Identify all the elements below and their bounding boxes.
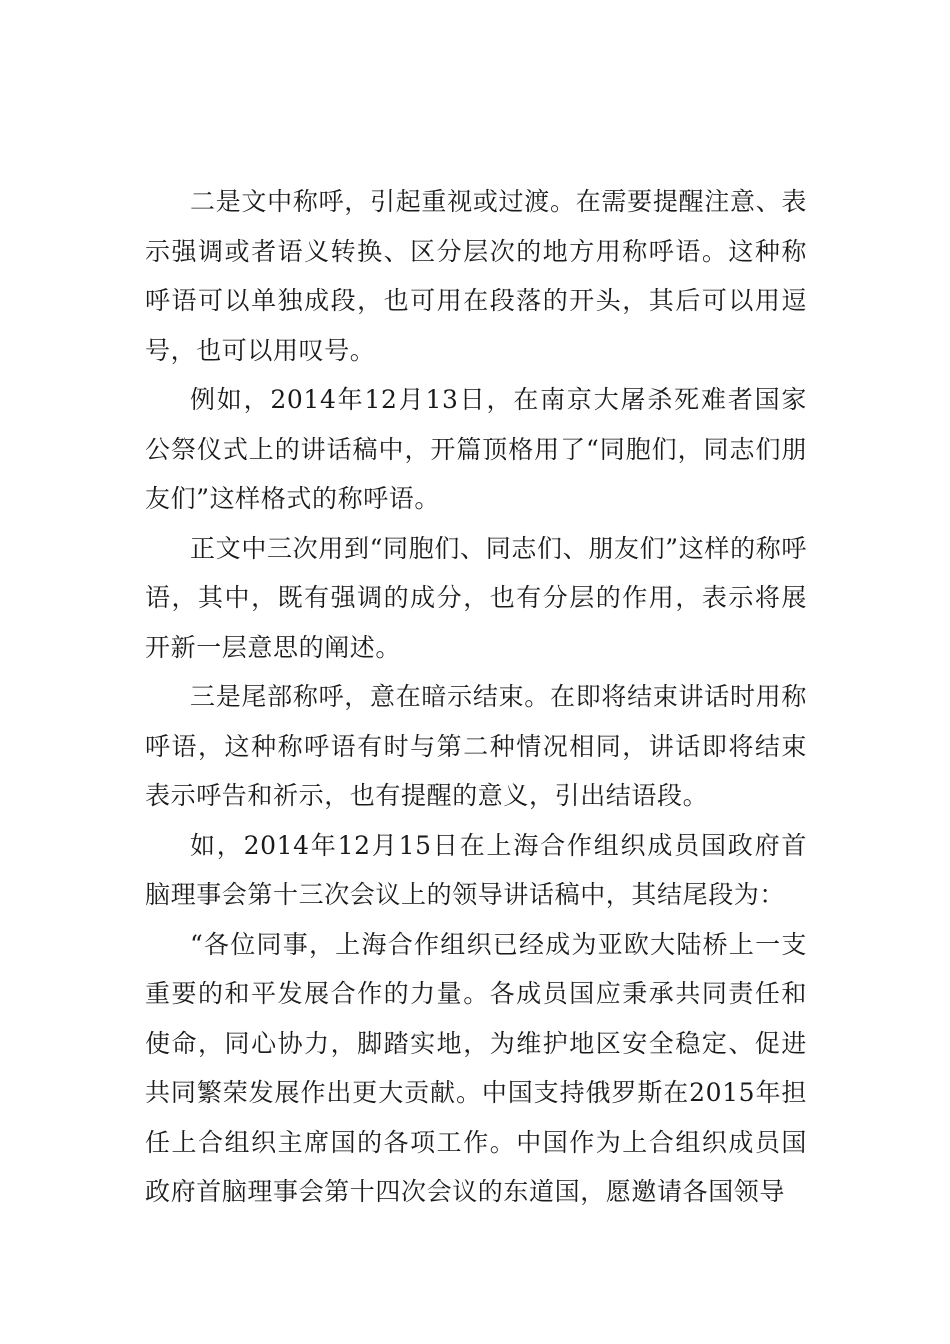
- paragraph-5: 如，2014年12月15日在上海合作组织成员国政府首脑理事会第十三次会议上的领导讲话稿中，其结尾段为：: [145, 830, 807, 909]
- paragraph-3: 正文中三次用到“同胞们、同志们、朋友们”这样的称呼语，其中，既有强调的成分，也有分层的作用，表示将展开新一层意思的阐述。: [145, 533, 807, 662]
- paragraph-6: “各位同事，上海合作组织已经成为亚欧大陆桥上一支重要的和平发展合作的力量。各成员国应秉承共同责任和使命，同心协力，脚踏实地，为维护地区安全稳定、促进共同繁荣发展作出更大贡献。中国支持俄罗斯在2015年担任上合组织主席国的各项工作。中国作为上合组织成员国政府首脑理事会第十四次会议的东道国，愿邀请各国领导: [145, 929, 807, 1206]
- paragraph-2: 例如，2014年12月13日，在南京大屠杀死难者国家公祭仪式上的讲话稿中，开篇顶格用了“同胞们，同志们朋友们”这样格式的称呼语。: [145, 385, 807, 513]
- paragraph-1: 二是文中称呼，引起重视或过渡。在需要提醒注意、表示强调或者语义转换、区分层次的地方用称呼语。这种称呼语可以单独成段，也可用在段落的开头，其后可以用逗号，也可以用叹号。: [145, 187, 807, 365]
- paragraph-4: 三是尾部称呼，意在暗示结束。在即将结束讲话时用称呼语，这种称呼语有时与第二种情况相同，讲话即将结束表示呼告和祈示，也有提醒的意义，引出结语段。: [145, 682, 807, 810]
- document-body: [145, 177, 807, 1217]
